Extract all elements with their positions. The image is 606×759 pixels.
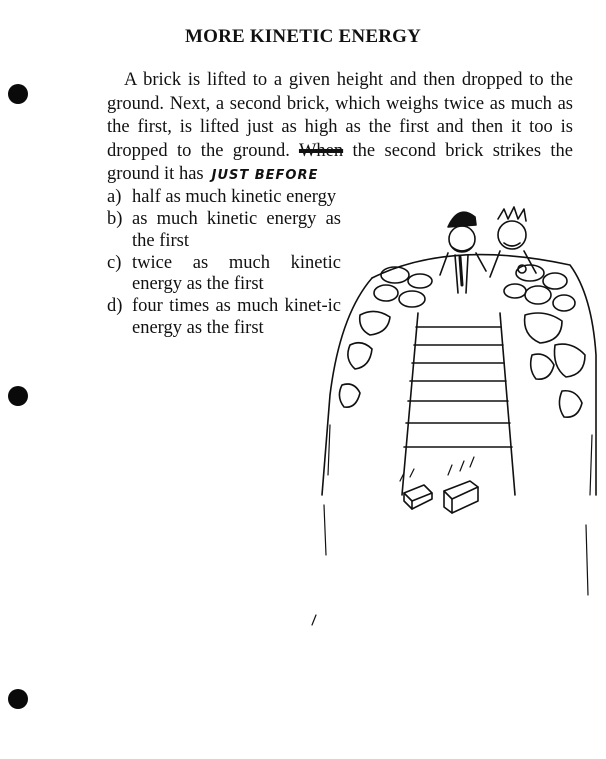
- page-title: MORE KINETIC ENERGY: [184, 26, 422, 47]
- question-text-after: the second brick strikes the ground it has: [107, 140, 574, 184]
- ladder: [402, 313, 515, 495]
- falling-bricks: [400, 457, 478, 513]
- choice-key: d): [107, 296, 123, 316]
- choice-key: a): [107, 187, 122, 207]
- punch-hole-middle: [8, 386, 28, 406]
- question-text-before: A brick is lifted to a given height and then dropped to the ground. Next, a second brick, which weighs twice as much as the first, is lifted just as high as the first and then it too is dropped to the ground.: [107, 70, 573, 161]
- punch-hole-top: [8, 84, 28, 104]
- choice-text: twice as much kinetic energy as the first: [132, 252, 341, 294]
- choice-text: four times as much kinet-ic energy as the first: [132, 296, 341, 338]
- crossed-out-word: When: [298, 140, 344, 161]
- choice-text: as much kinetic energy as the first: [132, 209, 341, 251]
- punch-hole-bottom: [8, 689, 28, 709]
- tower-illustration: [300, 195, 600, 635]
- figure-helmet: [440, 212, 486, 293]
- question-text: [107, 69, 573, 188]
- choice-key: c): [107, 252, 122, 273]
- handwritten-insert: JUST BEFORE: [211, 168, 319, 183]
- choice-text: half as much kinetic energy: [132, 187, 337, 207]
- figure-spiky-hair: [490, 207, 536, 277]
- choice-key: b): [107, 209, 123, 229]
- tower-stones: [339, 265, 585, 417]
